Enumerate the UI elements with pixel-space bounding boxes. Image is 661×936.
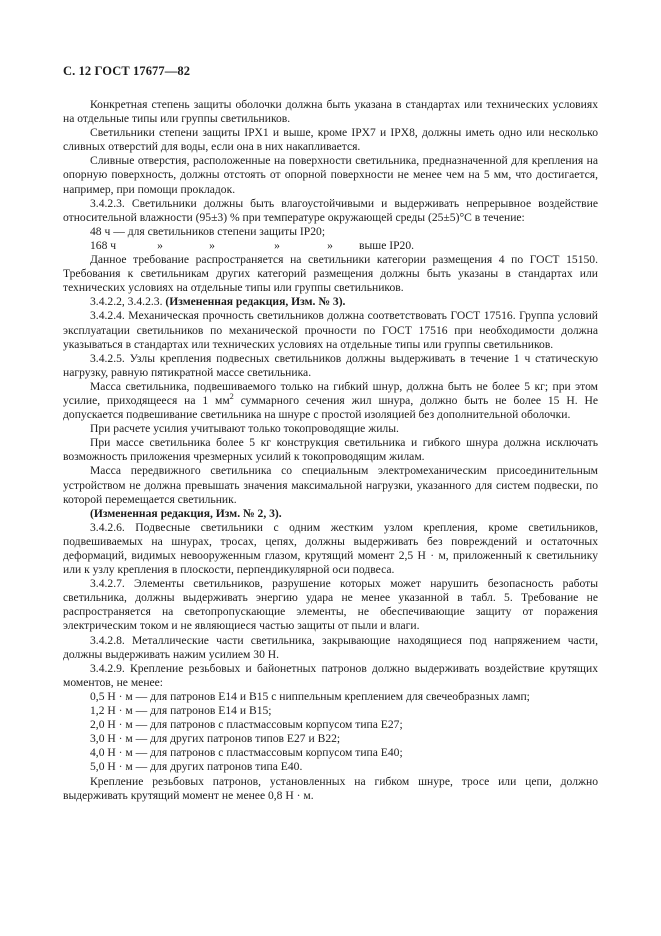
paragraph: При массе светильника более 5 кг конструкция светильника и гибкого шнура должна исключать возможность приложения чрезмерных усилий к токопроводящим жилам. xyxy=(63,436,598,464)
paragraph: Данное требование распространяется на светильники категории размещения 4 по ГОСТ 15150. Требования к светильникам других категорий размещения должны быть указаны в стандартах или технических условиях на отдельные типы или группы светильников. xyxy=(63,253,598,295)
revision-note xyxy=(63,295,598,309)
paragraph: Крепление резьбовых патронов, установленных на гибком шнуре, тросе или цепи, должно выдерживать крутящий момент не менее 0,8 Н · м. xyxy=(63,774,598,802)
list-item: 3,0 Н · м — для других патронов типов Е27 и В22; xyxy=(90,732,341,746)
paragraph: 3.4.2.6. Подвесные светильники с одним жестким узлом крепления, кроме светильников, подвешиваемых на шнурах, тросах, цепях, должны выдерживать без повреждений и остаточных деформаций, видимых невооруженным глазом, крутящий момент 2,5 Н · м, приложенный к светильнику или к узлу крепления в плоскости, перпендикулярной оси подвеса. xyxy=(63,520,598,577)
humidity-row-text: 48 ч — для светильников степени защиты IP20; xyxy=(90,224,326,238)
paragraph: Сливные отверстия, расположенные на поверхности светильника, предназначенной для крепления на опорную поверхность, должны отстоять от опорной поверхности не менее чем на 5 мм, что достигается, например, при помощи прокладок. xyxy=(63,154,598,196)
paragraph: Светильники степени защиты IPX1 и выше, кроме IPX7 и IPX8, должны иметь одно или несколько сливных отверстий для воды, если она в них накапливается. xyxy=(63,126,598,154)
ditto-mark: » xyxy=(274,238,280,252)
list-item: 5,0 Н · м — для других патронов типа Е40. xyxy=(90,760,303,774)
ditto-mark: » xyxy=(157,238,163,252)
ditto-mark: » xyxy=(327,238,333,252)
document-body xyxy=(63,98,598,803)
revision-note: (Измененная редакция, Изм. № 2, 3). xyxy=(90,506,282,520)
paragraph: 3.4.2.7. Элементы светильников, разрушение которых может нарушить безопасность работы светильника, должны выдерживать энергию удара не менее указанной в табл. 5. Требование не распространяется на светопропускающие элементы, не обеспечивающие защиту от поражения электрическим током и не являющиеся частью защиты от пыли и влаги. xyxy=(63,577,598,633)
paragraph: 3.4.2.5. Узлы крепления подвесных светильников должны выдерживать в течение 1 ч статическую нагрузку, равную пятикратной массе светильника. xyxy=(63,351,598,379)
paragraph: Масса передвижного светильника со специальным электромеханическим присоединительным устройством не должна превышать значения максимальной нагрузки, указанного для систем подвески, по которой перемещается светильник. xyxy=(63,464,598,506)
paragraph: При расчете усилия учитывают только токопроводящие жилы. xyxy=(90,422,399,436)
list-item: 2,0 Н · м — для патронов с пластмассовым корпусом типа Е27; xyxy=(90,718,403,732)
page-header: С. 12 ГОСТ 17677—82 xyxy=(63,64,191,78)
paragraph: 3.4.2.3. Светильники должны быть влагоустойчивыми и выдерживать непрерывное воздействие относительной влажности (95±3) % при температуре окружающей среды (25±5)°С в течение: xyxy=(63,196,598,224)
list-item: 1,2 Н · м — для патронов Е14 и В15; xyxy=(90,704,272,718)
superscript: 2 xyxy=(229,392,234,402)
paragraph: 3.4.2.9. Крепление резьбовых и байонетных патронов должно выдерживать воздействие крутящих моментов, не менее: xyxy=(63,661,598,689)
list-item: 4,0 Н · м — для патронов с пластмассовым корпусом типа Е40; xyxy=(90,746,403,760)
humidity-row xyxy=(63,225,598,239)
humidity-row-text: выше IP20. xyxy=(359,238,415,252)
list-item: 0,5 Н · м — для патронов Е14 и В15 с ниппельным креплением для свечеобразных ламп; xyxy=(90,689,530,703)
paragraph: 3.4.2.4. Механическая прочность светильников должна соответствовать ГОСТ 17516. Группа условий эксплуатации светильников по механической прочности по ГОСТ 17516 при необходимости должна указываться в стандартах или технических условиях на отдельные типы или группы светильников. xyxy=(63,309,598,351)
paragraph: 3.4.2.8. Металлические части светильника, закрывающие находящиеся под напряжением части, должны выдерживать нажим усилием 30 Н. xyxy=(63,633,598,661)
mass-paragraph xyxy=(63,380,598,422)
torque-list xyxy=(63,690,598,775)
revision-prefix: 3.4.2.2, 3.4.2.3. xyxy=(90,295,166,309)
humidity-row xyxy=(63,239,598,253)
mass-text-1: Масса светильника, подвешиваемого только на гибкий шнур, должна быть не более 5 кг; при этом усилие, приходящееся на 1 мм xyxy=(63,379,598,407)
mass-text-2: суммарного сечения жил шнура, должно быть не более 15 Н. Не допускается подвешивание светильника на шнуре с простой изоляцией без дополнительной оболочки. xyxy=(63,393,598,422)
humidity-hours: 168 ч xyxy=(90,238,117,252)
ditto-mark: » xyxy=(209,238,215,252)
revision-label: (Измененная редакция, Изм. № 3). xyxy=(165,295,346,309)
paragraph: Конкретная степень защиты оболочки должна быть указана в стандартах или технических условиях на отдельные типы или группы светильников. xyxy=(63,98,598,126)
